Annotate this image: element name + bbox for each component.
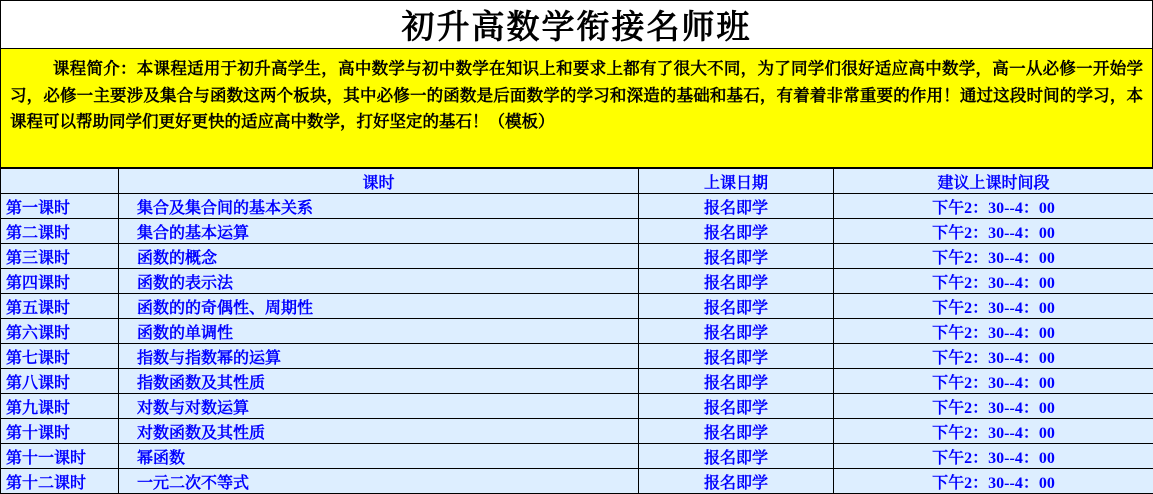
page-title: 初升高数学衔接名师班 [402, 1, 752, 48]
cell-lesson: 第三课时 [1, 244, 119, 269]
cell-lesson: 第十一课时 [1, 444, 119, 469]
table-row [1, 319, 1153, 344]
cell-lesson: 第二课时 [1, 219, 119, 244]
cell-topic: 函数的概念 [119, 244, 639, 269]
cell-lesson: 第四课时 [1, 269, 119, 294]
column-header-lesson [1, 169, 119, 194]
cell-time: 下午2：30--4：00 [834, 469, 1153, 494]
table-row [1, 469, 1153, 494]
cell-date: 报名即学 [639, 219, 834, 244]
cell-topic: 指数与指数幂的运算 [119, 344, 639, 369]
cell-topic: 对数函数及其性质 [119, 419, 639, 444]
cell-lesson: 第一课时 [1, 194, 119, 219]
cell-time: 下午2：30--4：00 [834, 294, 1153, 319]
cell-lesson: 第十课时 [1, 419, 119, 444]
cell-lesson: 第十二课时 [1, 469, 119, 494]
cell-time: 下午2：30--4：00 [834, 219, 1153, 244]
cell-date: 报名即学 [639, 244, 834, 269]
cell-time: 下午2：30--4：00 [834, 244, 1153, 269]
cell-date: 报名即学 [639, 394, 834, 419]
cell-topic: 集合的基本运算 [119, 219, 639, 244]
cell-date: 报名即学 [639, 269, 834, 294]
table-row [1, 344, 1153, 369]
cell-topic: 函数的单调性 [119, 319, 639, 344]
cell-topic: 指数函数及其性质 [119, 369, 639, 394]
cell-date: 报名即学 [639, 469, 834, 494]
schedule-table [0, 168, 1153, 494]
cell-topic: 集合及集合间的基本关系 [119, 194, 639, 219]
cell-lesson: 第九课时 [1, 394, 119, 419]
cell-time: 下午2：30--4：00 [834, 269, 1153, 294]
cell-lesson: 第六课时 [1, 319, 119, 344]
table-row [1, 444, 1153, 469]
table-row [1, 369, 1153, 394]
course-intro-text: 课程简介：本课程适用于初升高学生，高中数学与初中数学在知识上和要求上都有了很大不同，为了同学们很好适应高中数学，高一从必修一开始学习，必修一主要涉及集合与函数这两个板块，其中必修一的函数是后面数学的学习和深造的基础和基石，有着着非常重要的作用！通过这段时间的学习，本课程可以帮助同学们更好更快的适应高中数学，打好坚定的基石！（模板） [10, 56, 1143, 136]
cell-lesson: 第七课时 [1, 344, 119, 369]
table-row [1, 194, 1153, 219]
cell-topic: 一元二次不等式 [119, 469, 639, 494]
cell-topic: 幂函数 [119, 444, 639, 469]
table-row [1, 269, 1153, 294]
cell-date: 报名即学 [639, 444, 834, 469]
cell-topic: 函数的表示法 [119, 269, 639, 294]
cell-time: 下午2：30--4：00 [834, 394, 1153, 419]
cell-topic: 对数与对数运算 [119, 394, 639, 419]
cell-time: 下午2：30--4：00 [834, 444, 1153, 469]
table-row [1, 219, 1153, 244]
cell-time: 下午2：30--4：00 [834, 369, 1153, 394]
cell-date: 报名即学 [639, 369, 834, 394]
cell-date: 报名即学 [639, 319, 834, 344]
table-row [1, 294, 1153, 319]
course-intro-block [0, 48, 1153, 168]
page-title-row [0, 0, 1153, 48]
table-row [1, 244, 1153, 269]
cell-date: 报名即学 [639, 419, 834, 444]
cell-date: 报名即学 [639, 294, 834, 319]
cell-lesson: 第八课时 [1, 369, 119, 394]
cell-topic: 函数的的奇偶性、周期性 [119, 294, 639, 319]
column-header-time: 建议上课时间段 [834, 169, 1153, 194]
table-row [1, 394, 1153, 419]
table-header-row [1, 169, 1153, 194]
column-header-date: 上课日期 [639, 169, 834, 194]
cell-time: 下午2：30--4：00 [834, 344, 1153, 369]
cell-date: 报名即学 [639, 194, 834, 219]
cell-lesson: 第五课时 [1, 294, 119, 319]
cell-time: 下午2：30--4：00 [834, 319, 1153, 344]
cell-time: 下午2：30--4：00 [834, 419, 1153, 444]
column-header-topic: 课时 [119, 169, 639, 194]
table-row [1, 419, 1153, 444]
cell-time: 下午2：30--4：00 [834, 194, 1153, 219]
cell-date: 报名即学 [639, 344, 834, 369]
